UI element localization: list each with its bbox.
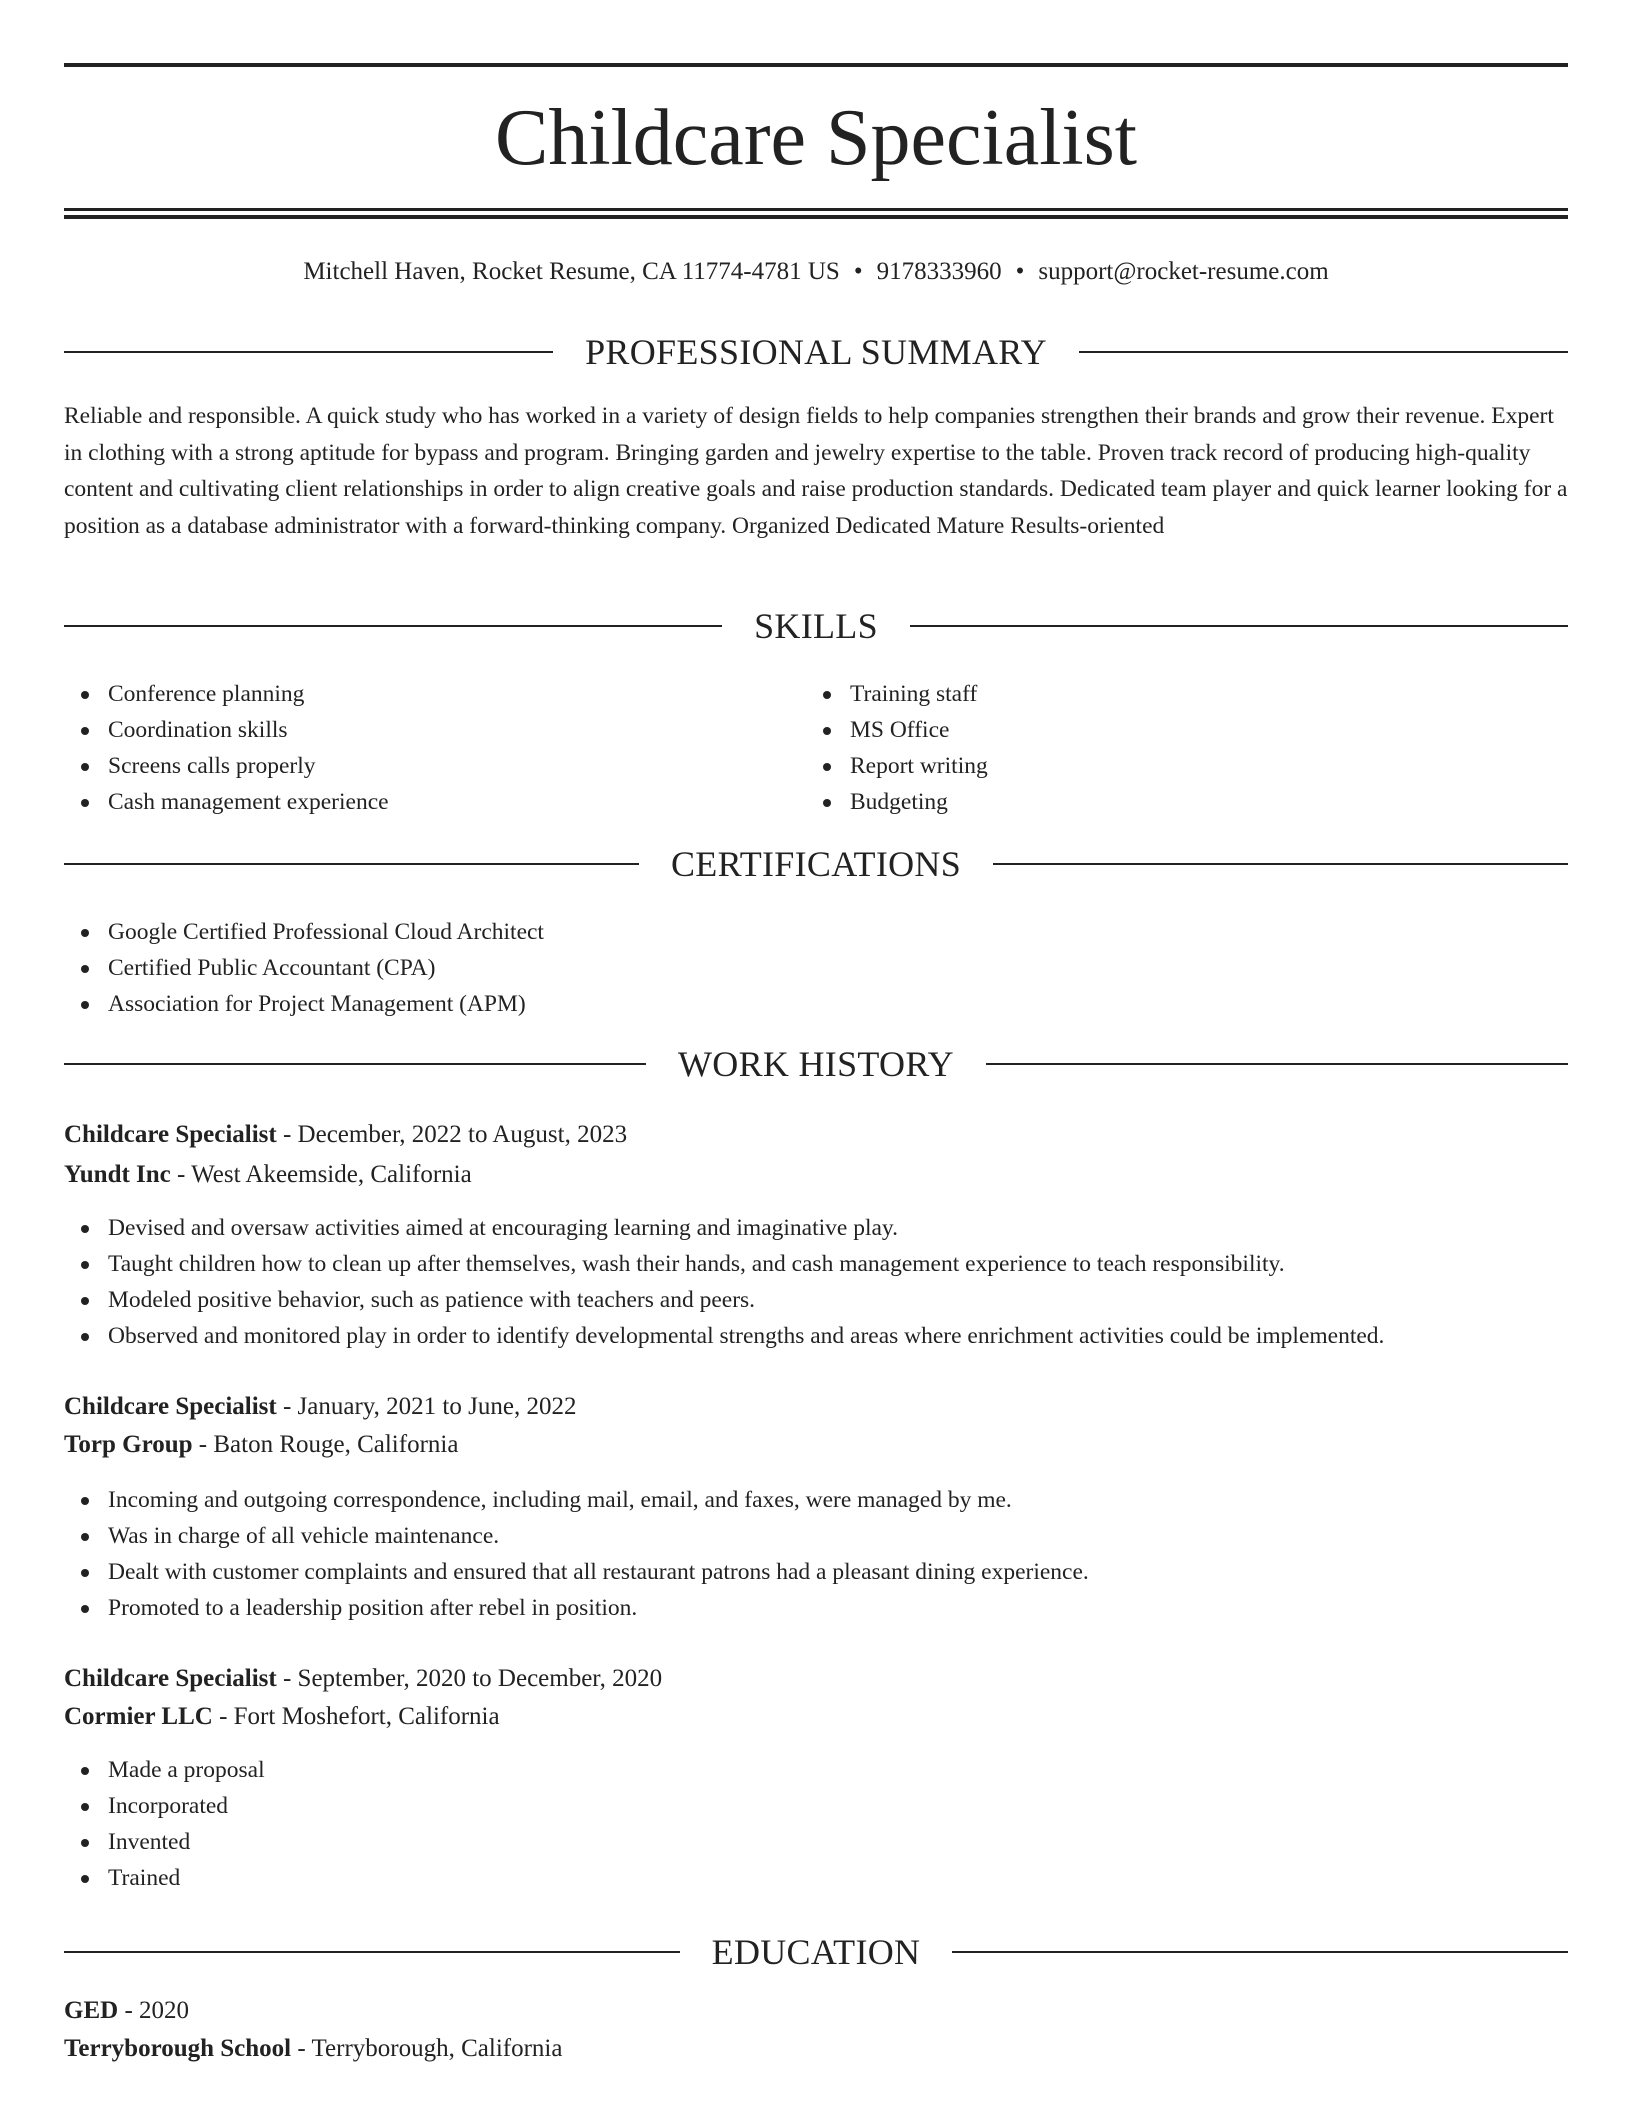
job-company: Yundt Inc (64, 1161, 171, 1188)
job-duty-item: Observed and monitored play in order to identify developmental strengths and areas where enrichment activities could be implemented. (64, 1318, 1568, 1354)
section-rule (1079, 351, 1568, 353)
certifications-list (64, 914, 1568, 1022)
contact-email: support@rocket-resume.com (1038, 258, 1329, 285)
section-title: WORK HISTORY (678, 1044, 954, 1084)
contact-phone: 9178333960 (876, 258, 1002, 285)
section-rule (64, 1951, 680, 1953)
job-title-line (64, 1116, 1568, 1154)
skills-list-right (806, 676, 1546, 820)
skill-item: Screens calls properly (64, 748, 804, 784)
certifications-heading (64, 842, 1568, 886)
section-rule (64, 351, 553, 353)
job-duty-item: Incorporated (64, 1788, 1568, 1824)
section-title: PROFESSIONAL SUMMARY (585, 332, 1047, 372)
contact-separator: • (853, 258, 863, 285)
job-company: Torp Group (64, 1431, 193, 1458)
education-school: Terryborough School (64, 2035, 292, 2062)
skill-item: Training staff (806, 676, 1546, 712)
certification-item: Association for Project Management (APM) (64, 986, 1568, 1022)
work-history-heading (64, 1042, 1568, 1086)
skill-item: Report writing (806, 748, 1546, 784)
job-dates: - December, 2022 to August, 2023 (276, 1121, 628, 1148)
job-duty-item: Promoted to a leadership position after rebel in position. (64, 1590, 1568, 1626)
skill-item: Cash management experience (64, 784, 804, 820)
section-rule (64, 1063, 646, 1065)
job-title-line (64, 1388, 1568, 1426)
job-title: Childcare Specialist (64, 1665, 277, 1692)
job-duty-item: Invented (64, 1824, 1568, 1860)
job-duty-item: Trained (64, 1860, 1568, 1896)
skills-list-left (64, 676, 804, 820)
education-degree: GED (64, 1997, 119, 2024)
job-duties-list (64, 1482, 1568, 1626)
section-rule (952, 1951, 1568, 1953)
job-duty-item: Taught children how to clean up after themselves, wash their hands, and cash management experience to teach responsibility. (64, 1246, 1568, 1282)
certification-item: Google Certified Professional Cloud Architect (64, 914, 1568, 950)
job-company-line (64, 1698, 1568, 1736)
contact-address: Mitchell Haven, Rocket Resume, CA 11774-4781 US (303, 258, 840, 285)
contact-separator: • (1015, 258, 1025, 285)
job-company-line (64, 1426, 1568, 1464)
skill-item: MS Office (806, 712, 1546, 748)
resume-title: Childcare Specialist (494, 94, 1138, 182)
job-duty-item: Was in charge of all vehicle maintenance. (64, 1518, 1568, 1554)
job-location: - Baton Rouge, California (192, 1431, 459, 1458)
job-duty-item: Dealt with customer complaints and ensured that all restaurant patrons had a pleasant dining experience. (64, 1554, 1568, 1590)
summary-heading (64, 330, 1568, 374)
job-company-line (64, 1156, 1568, 1194)
skill-item: Conference planning (64, 676, 804, 712)
job-company: Cormier LLC (64, 1703, 213, 1730)
job-title: Childcare Specialist (64, 1121, 277, 1148)
job-duties-list (64, 1752, 1568, 1896)
education-year: - 2020 (118, 1997, 190, 2024)
top-rule (64, 63, 1568, 67)
contact-line (64, 254, 1568, 290)
section-rule (993, 863, 1568, 865)
skill-item: Budgeting (806, 784, 1546, 820)
job-dates: - September, 2020 to December, 2020 (276, 1665, 663, 1692)
job-duty-item: Modeled positive behavior, such as patience with teachers and peers. (64, 1282, 1568, 1318)
job-location: - West Akeemside, California (170, 1161, 472, 1188)
header-double-rule (64, 208, 1568, 219)
education-heading (64, 1930, 1568, 1974)
job-title-line (64, 1660, 1568, 1698)
job-duty-item: Devised and oversaw activities aimed at encouraging learning and imaginative play. (64, 1210, 1568, 1246)
section-rule (64, 863, 639, 865)
job-location: - Fort Moshefort, California (212, 1703, 500, 1730)
certification-item: Certified Public Accountant (CPA) (64, 950, 1568, 986)
job-title: Childcare Specialist (64, 1393, 277, 1420)
job-dates: - January, 2021 to June, 2022 (276, 1393, 577, 1420)
section-rule (910, 625, 1568, 627)
section-rule (64, 625, 722, 627)
education-location: - Terryborough, California (291, 2035, 563, 2062)
summary-text: Reliable and responsible. A quick study who has worked in a variety of design fields to help companies strengthen their brands and grow their revenue. Expert in clothing with a strong aptitude for bypass and program. Bringing garden and jewelry expertise to the table. Proven track record of producing high-quality content and cultivating client relationships in order to align creative goals and raise production standards. Dedicated team player and quick learner looking for a position as a database administrator with a forward-thinking company. Organized Dedicated Mature Results-oriented (64, 403, 1568, 539)
section-rule (986, 1063, 1568, 1065)
job-duty-item: Made a proposal (64, 1752, 1568, 1788)
section-title: CERTIFICATIONS (670, 844, 962, 884)
education-school-line (64, 2030, 1568, 2068)
section-title: EDUCATION (711, 1932, 921, 1972)
skill-item: Coordination skills (64, 712, 804, 748)
job-duty-item: Incoming and outgoing correspondence, including mail, email, and faxes, were managed by me. (64, 1482, 1568, 1518)
job-duties-list (64, 1210, 1568, 1354)
skills-heading (64, 604, 1568, 648)
education-degree-line (64, 1992, 1568, 2030)
section-title: SKILLS (754, 606, 878, 646)
